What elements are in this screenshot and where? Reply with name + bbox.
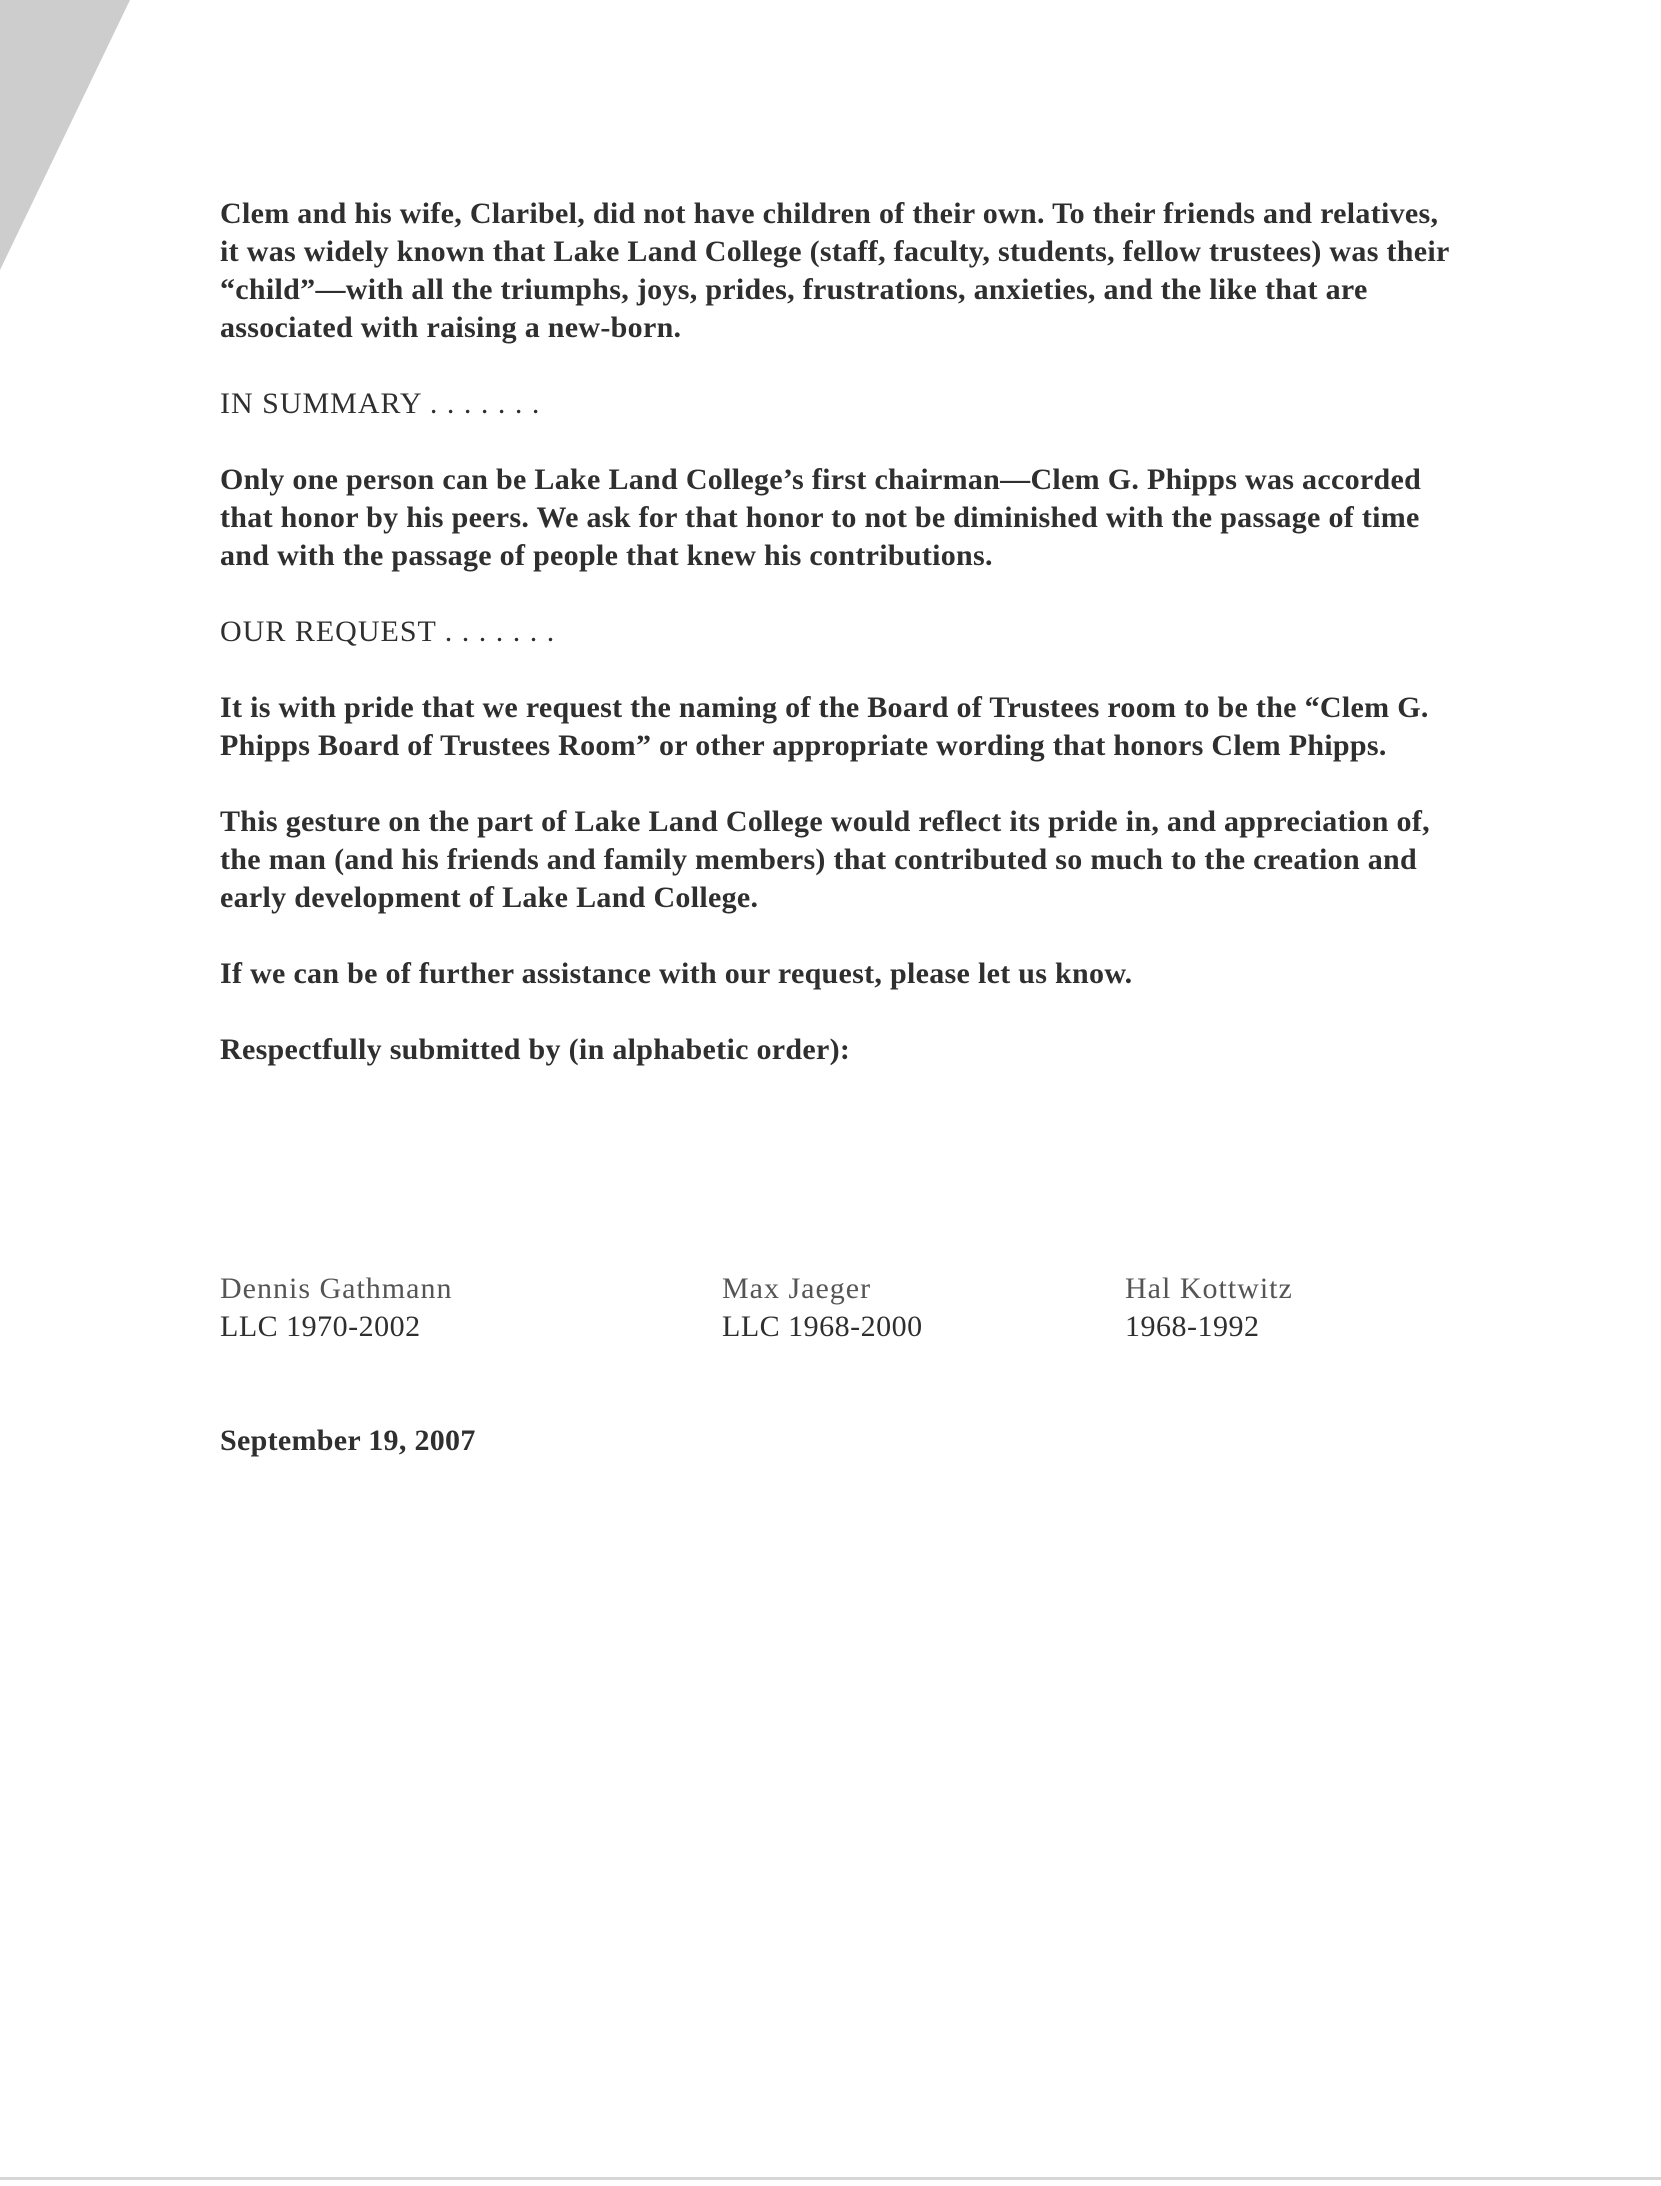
paragraph-naming-request: It is with pride that we request the naming of the Board of Trustees room to be the “Clem G. Phipps Board of Trustees Room” or other appropriate wording that honors Clem Phipps.: [220, 691, 1429, 762]
signatory-gathmann: [220, 1270, 452, 1346]
signatory-years: LLC 1968-2000: [722, 1310, 923, 1343]
signatory-name: Hal Kottwitz: [1125, 1272, 1293, 1305]
scan-bottom-edge: [0, 2177, 1661, 2180]
letter-date: September 19, 2007: [220, 1424, 476, 1457]
paragraph-gesture: This gesture on the part of Lake Land College would reflect its pride in, and appreciation of, the man (and his friends and family members) that contributed so much to the creation and early development of Lake Land College.: [220, 805, 1430, 914]
paragraph-children: Clem and his wife, Claribel, did not have children of their own. To their friends and relatives, it was widely known that Lake Land College (staff, faculty, students, fellow trustees) was their “child”—with all the triumphs, joys, prides, frustrations, anxieties, and the like that are associated with raising a new-born.: [220, 197, 1450, 344]
signatory-years: 1968-1992: [1125, 1310, 1260, 1343]
paragraph-first-chairman: Only one person can be Lake Land College’s first chairman—Clem G. Phipps was accorded that honor by his peers. We ask for that honor to not be diminished with the passage of time and with the passage of people that knew his contributions.: [220, 463, 1422, 572]
scan-corner-shadow: [0, 0, 130, 270]
signatory-name: Dennis Gathmann: [220, 1272, 453, 1305]
heading-in-summary: IN SUMMARY . . . . . . .: [220, 387, 541, 420]
letter-body: [220, 195, 1450, 1069]
signatory-years: LLC 1970-2002: [220, 1310, 421, 1343]
signatory-name: Max Jaeger: [722, 1272, 872, 1305]
paragraph-submitted-by: Respectfully submitted by (in alphabetic order):: [220, 1033, 851, 1066]
heading-our-request: OUR REQUEST . . . . . . .: [220, 615, 556, 648]
paragraph-assistance: If we can be of further assistance with our request, please let us know.: [220, 957, 1133, 990]
signatory-kottwitz: [1125, 1270, 1293, 1346]
signatory-jaeger: [722, 1270, 923, 1346]
